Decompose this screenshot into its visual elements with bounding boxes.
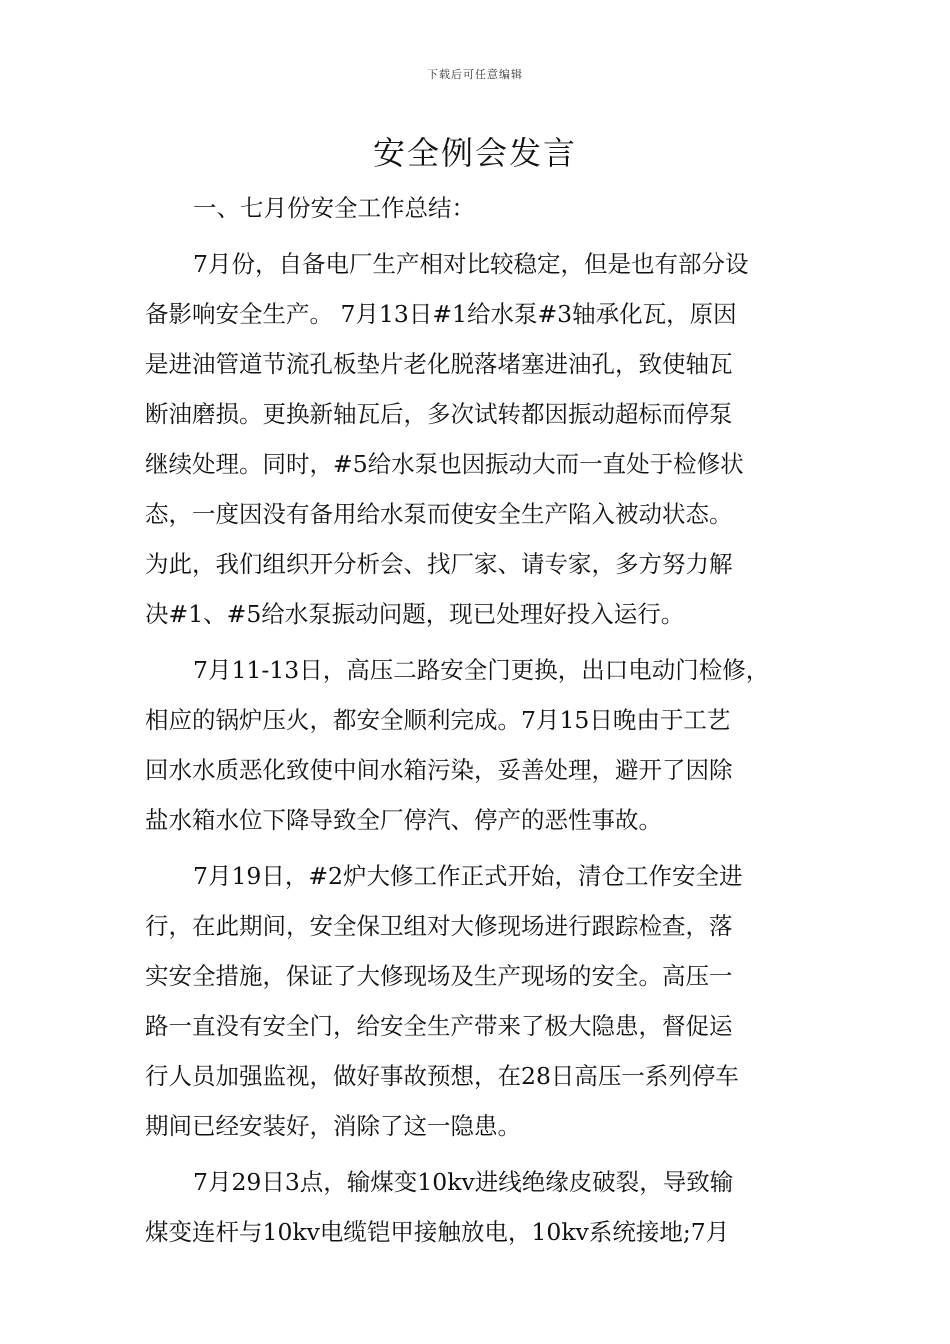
section-heading: 一、七月份安全工作总结： (193, 194, 475, 222)
paragraph-line: 7月份，自备电厂生产相对比较稳定，但是也有部分设 (193, 250, 749, 278)
paragraph-line: 断油磨损。更换新轴瓦后，多次试转都因振动超标而停泵 (145, 400, 733, 428)
paragraph-1 (145, 239, 809, 639)
paragraph-line: 期间已经安装好，消除了这一隐患。 (145, 1112, 521, 1140)
paragraph-2 (145, 645, 809, 845)
document-title: 安全例会发言 (372, 134, 577, 172)
header-note: 下载后可任意编辑 (427, 68, 523, 81)
paragraph-line: 盐水箱水位下降导致全厂停汽、停产的恶性事故。 (145, 806, 662, 834)
paragraph-line: 7月29日3点，输煤变10kv进线绝缘皮破裂，导致输 (193, 1168, 734, 1196)
paragraph-line: 7月19日，#2炉大修工作正式开始，清仓工作安全进 (193, 862, 743, 890)
paragraph-line: 回水水质恶化致使中间水箱污染，妥善处理，避开了因除 (145, 756, 733, 784)
document-body (145, 183, 809, 1257)
paragraph-line: 备影响安全生产。 7月13日#1给水泵#3轴承化瓦，原因 (145, 300, 737, 328)
paragraph-line: 行，在此期间，安全保卫组对大修现场进行跟踪检查，落 (145, 912, 733, 940)
paragraph-line: 实安全措施，保证了大修现场及生产现场的安全。高压一 (145, 962, 733, 990)
paragraph-3 (145, 851, 809, 1151)
paragraph-line: 相应的锅炉压火，都安全顺利完成。7月15日晚由于工艺 (145, 706, 731, 734)
paragraph-line: 煤变连杆与10kv电缆铠甲接触放电，10kv系统接地;7月 (145, 1218, 730, 1246)
paragraph-line: 路一直没有安全门，给安全生产带来了极大隐患，督促运 (145, 1012, 733, 1040)
paragraph-line: 是进油管道节流孔板垫片老化脱落堵塞进油孔，致使轴瓦 (145, 350, 733, 378)
paragraph-line: 继续处理。同时，#5给水泵也因振动大而一直处于检修状 (145, 450, 744, 478)
paragraph-line: 态，一度因没有备用给水泵而使安全生产陷入被动状态。 (145, 500, 733, 528)
paragraph-line: 7月11-13日，高压二路安全门更换，出口电动门检修， (193, 656, 770, 684)
paragraph-line: 为此，我们组织开分析会、找厂家、请专家，多方努力解 (145, 550, 733, 578)
paragraph-line: 行人员加强监视，做好事故预想，在28日高压一系列停车 (145, 1062, 739, 1090)
paragraph-4 (145, 1157, 809, 1257)
paragraph-line: 决#1、#5给水泵振动问题，现已处理好投入运行。 (145, 600, 685, 628)
